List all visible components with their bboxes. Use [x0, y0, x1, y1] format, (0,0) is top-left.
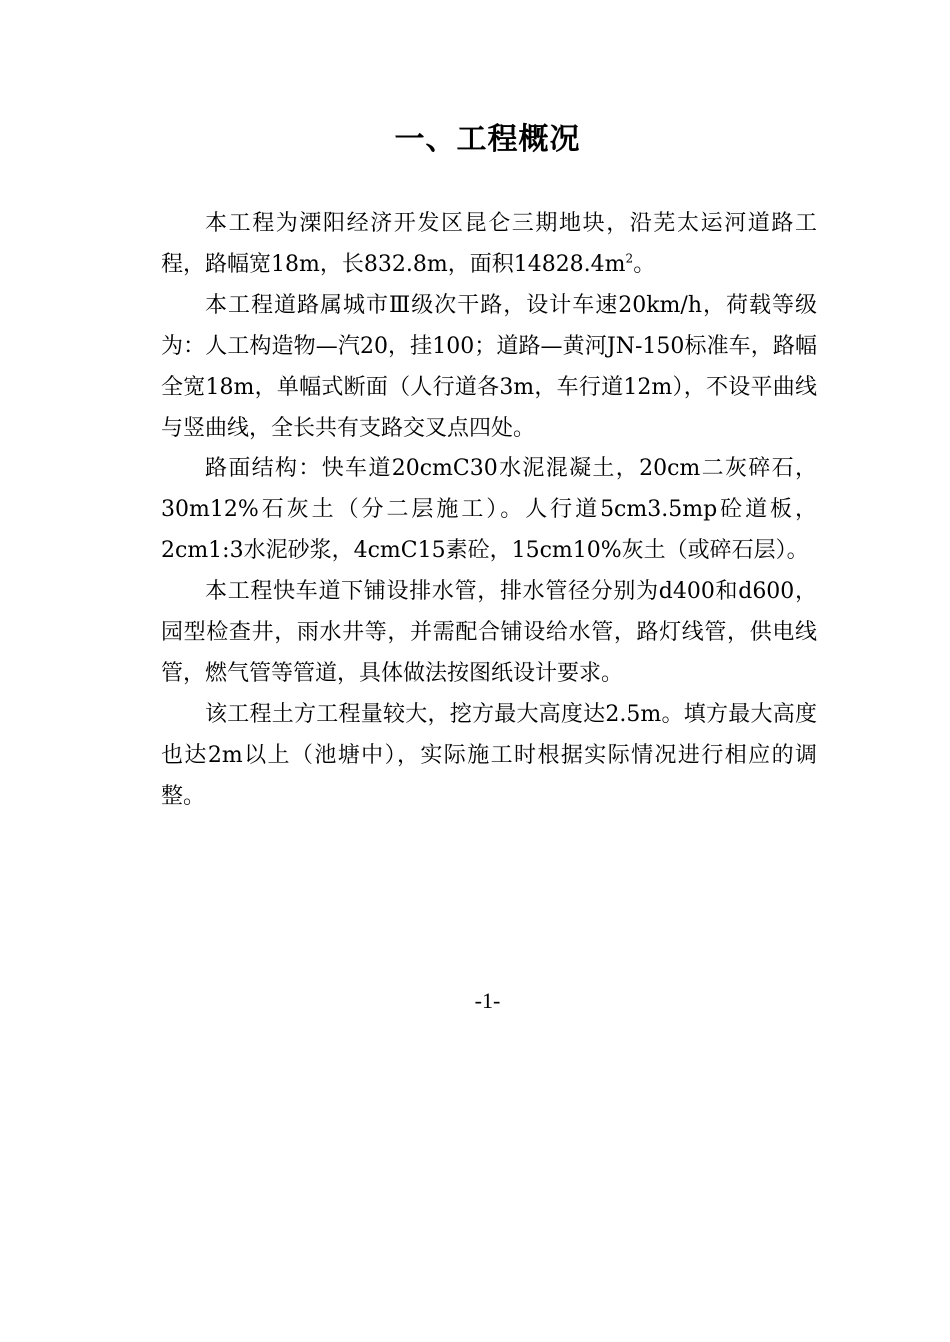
paragraph-drainage: 本工程快车道下铺设排水管，排水管径分别为d400和d600，园型检查井，雨水井等，并需配合铺设给水管，路灯线管，供电线管，燃气管等管道，具体做法按图纸设计要求。 — [161, 579, 817, 686]
paragraph-text: 本工程为溧阳经济开发区昆仑三期地块，沿芜太运河道路工程，路幅宽18m，长832.8m，面积14828.4m — [161, 211, 817, 277]
paragraph-tail: 。 — [633, 251, 656, 277]
paragraph-road-class: 本工程道路属城市Ⅲ级次干路，设计车速20km/h，荷载等级为：人工构造物—汽20，挂100；道路—黄河JN-150标准车，路幅全宽18m，单幅式断面（人行道各3m，车行道12m），不设平曲线与竖曲线，全长共有支路交叉点四处。 — [161, 292, 817, 441]
paragraph-pavement-structure: 路面结构：快车道20cmC30水泥混凝土，20cm二灰碎石，30m12%石灰土（分二层施工）。人行道5cm3.5mp砼道板，2cm1:3水泥砂浆，4cmC15素砼，15cm10%灰土（或碎石层）。 — [161, 456, 817, 564]
page-number: -1- — [474, 988, 501, 1013]
document-body — [161, 204, 817, 818]
superscript: 2 — [625, 251, 634, 266]
paragraph-overview — [161, 204, 817, 286]
paragraph-earthwork: 该工程土方工程量较大，挖方最大高度达2.5m。填方最大高度也达2m以上（池塘中），实际施工时根据实际情况进行相应的调整。 — [161, 701, 817, 809]
page-title: 一、工程概况 — [394, 122, 581, 157]
